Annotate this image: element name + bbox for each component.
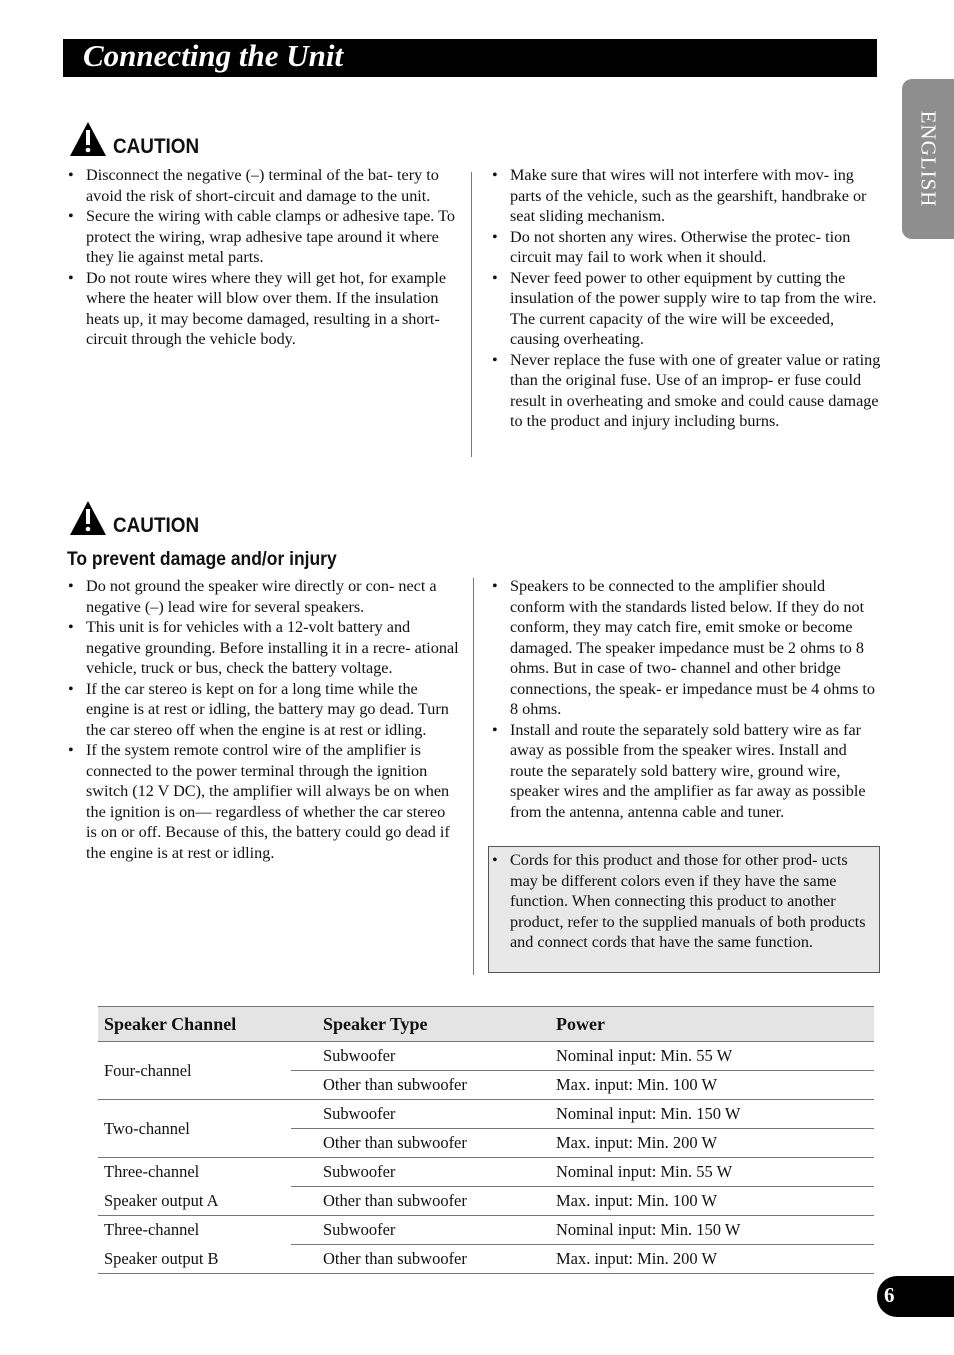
speaker-type-cell: Subwoofer (291, 1216, 550, 1245)
speaker-channel-cell: Speaker output B (98, 1245, 291, 1274)
speaker-type-cell: Subwoofer (291, 1100, 550, 1129)
column-header: Speaker Type (291, 1007, 550, 1042)
list-item: • This unit is for vehicles with a 12-volt battery and negative grounding. Before installing it in a recre- ational vehicle, truck or bus, check the battery voltage. (67, 617, 459, 679)
list-item: • If the car stereo is kept on for a long time while the engine is at rest or idling, the battery may go dead. Turn the car stereo off when the engine is at rest or idling. (67, 679, 459, 741)
speaker-type-cell: Other than subwoofer (291, 1129, 550, 1158)
table-row (98, 1187, 874, 1216)
list-item: • If the system remote control wire of the amplifier is connected to the power terminal through the ignition switch (12 V DC), the amplifier will always be on when the ignition is on— regardless of whether the car stereo is on or off. Because of this, the battery could go dead if the engine is at rest or idling. (67, 740, 459, 863)
table-row (98, 1042, 874, 1071)
table-row (98, 1158, 874, 1187)
speaker-type-cell: Other than subwoofer (291, 1245, 550, 1274)
list-item: • Do not ground the speaker wire directly or con- nect a negative (–) lead wire for several speakers. (67, 576, 459, 617)
power-cell: Max. input: Min. 200 W (550, 1129, 874, 1158)
note-box (488, 846, 880, 973)
power-cell: Max. input: Min. 200 W (550, 1245, 874, 1274)
speaker-channel-cell: Two-channel (98, 1100, 291, 1158)
power-cell: Max. input: Min. 100 W (550, 1187, 874, 1216)
title-bar (63, 39, 877, 77)
note-item: • Cords for this product and those for other prod- ucts may be different colors even if they have the same function. When connecting this product to another product, refer to the supplied manuals of both products and connect cords that have the same function. (491, 850, 873, 953)
list-item: • Never feed power to other equipment by cutting the insulation of the power supply wire to tap from the wire. The current capacity of the wire will be exceeded, causing overheating. (491, 268, 883, 350)
caution-heading-1 (69, 121, 209, 157)
power-cell: Nominal input: Min. 55 W (550, 1042, 874, 1071)
speaker-type-cell: Subwoofer (291, 1042, 550, 1071)
column-divider (471, 172, 472, 457)
language-tab-label: ENGLISH (916, 110, 941, 208)
table-row (98, 1216, 874, 1245)
caution-list-right (491, 165, 883, 432)
warning-icon (69, 500, 107, 536)
speaker-channel-cell: Three-channel (98, 1216, 291, 1245)
table-row (98, 1245, 874, 1274)
power-cell: Nominal input: Min. 150 W (550, 1216, 874, 1245)
section-subheading: To prevent damage and/or injury (67, 549, 337, 570)
damage-list-left (67, 576, 459, 863)
language-tab (902, 79, 954, 239)
speaker-type-cell: Subwoofer (291, 1158, 550, 1187)
damage-list-right (491, 576, 883, 822)
caution-heading-2 (69, 500, 209, 536)
speaker-spec-table (98, 1006, 874, 1274)
column-header: Power (550, 1007, 874, 1042)
column-header: Speaker Channel (98, 1007, 291, 1042)
caution-label: CAUTION (113, 514, 200, 537)
speaker-channel-cell: Three-channel (98, 1158, 291, 1187)
list-item: • Disconnect the negative (–) terminal of the bat- tery to avoid the risk of short-circuit and damage to the unit. (67, 165, 459, 206)
list-item: • Secure the wiring with cable clamps or adhesive tape. To protect the wiring, wrap adhesive tape around it where they lie against metal parts. (67, 206, 459, 268)
column-divider (473, 578, 474, 975)
table-row (98, 1100, 874, 1129)
power-cell: Nominal input: Min. 55 W (550, 1158, 874, 1187)
caution-list-left (67, 165, 459, 350)
power-cell: Nominal input: Min. 150 W (550, 1100, 874, 1129)
list-item: • Never replace the fuse with one of greater value or rating than the original fuse. Use of an improp- er fuse could result in overheating and smoke and could cause damage to the product and injury including burns. (491, 350, 883, 432)
speaker-channel-cell: Four-channel (98, 1042, 291, 1100)
page-number: 6 (884, 1283, 895, 1307)
list-item: • Make sure that wires will not interfere with mov- ing parts of the vehicle, such as the gearshift, handbrake or seat sliding mechanism. (491, 165, 883, 227)
power-cell: Max. input: Min. 100 W (550, 1071, 874, 1100)
list-item: • Speakers to be connected to the amplifier should conform with the standards listed below. If they do not conform, they may catch fire, emit smoke or become damaged. The speaker impedance must be 2 ohms to 8 ohms. But in case of two- channel and other bridge connections, the speak- er impedance must be 4 ohms to 8 ohms. (491, 576, 883, 720)
speaker-type-cell: Other than subwoofer (291, 1187, 550, 1216)
caution-label: CAUTION (113, 135, 200, 158)
list-item: • Do not shorten any wires. Otherwise the protec- tion circuit may fail to work when it should. (491, 227, 883, 268)
speaker-type-cell: Other than subwoofer (291, 1071, 550, 1100)
page-title: Connecting the Unit (83, 38, 344, 73)
table-header-row (98, 1007, 874, 1042)
list-item: • Install and route the separately sold battery wire as far away as possible from the speaker wires. Install and route the separately sold battery wire, ground wire, speaker wires and the amplifier as far away as possible from the antenna, antenna cable and tuner. (491, 720, 883, 823)
speaker-channel-cell: Speaker output A (104, 1190, 219, 1210)
warning-icon (69, 121, 107, 157)
page-number-tab (877, 1276, 954, 1317)
list-item: • Do not route wires where they will get hot, for example where the heater will blow over them. If the insulation heats up, it may become damaged, resulting in a short-circuit through the vehicle body. (67, 268, 459, 350)
